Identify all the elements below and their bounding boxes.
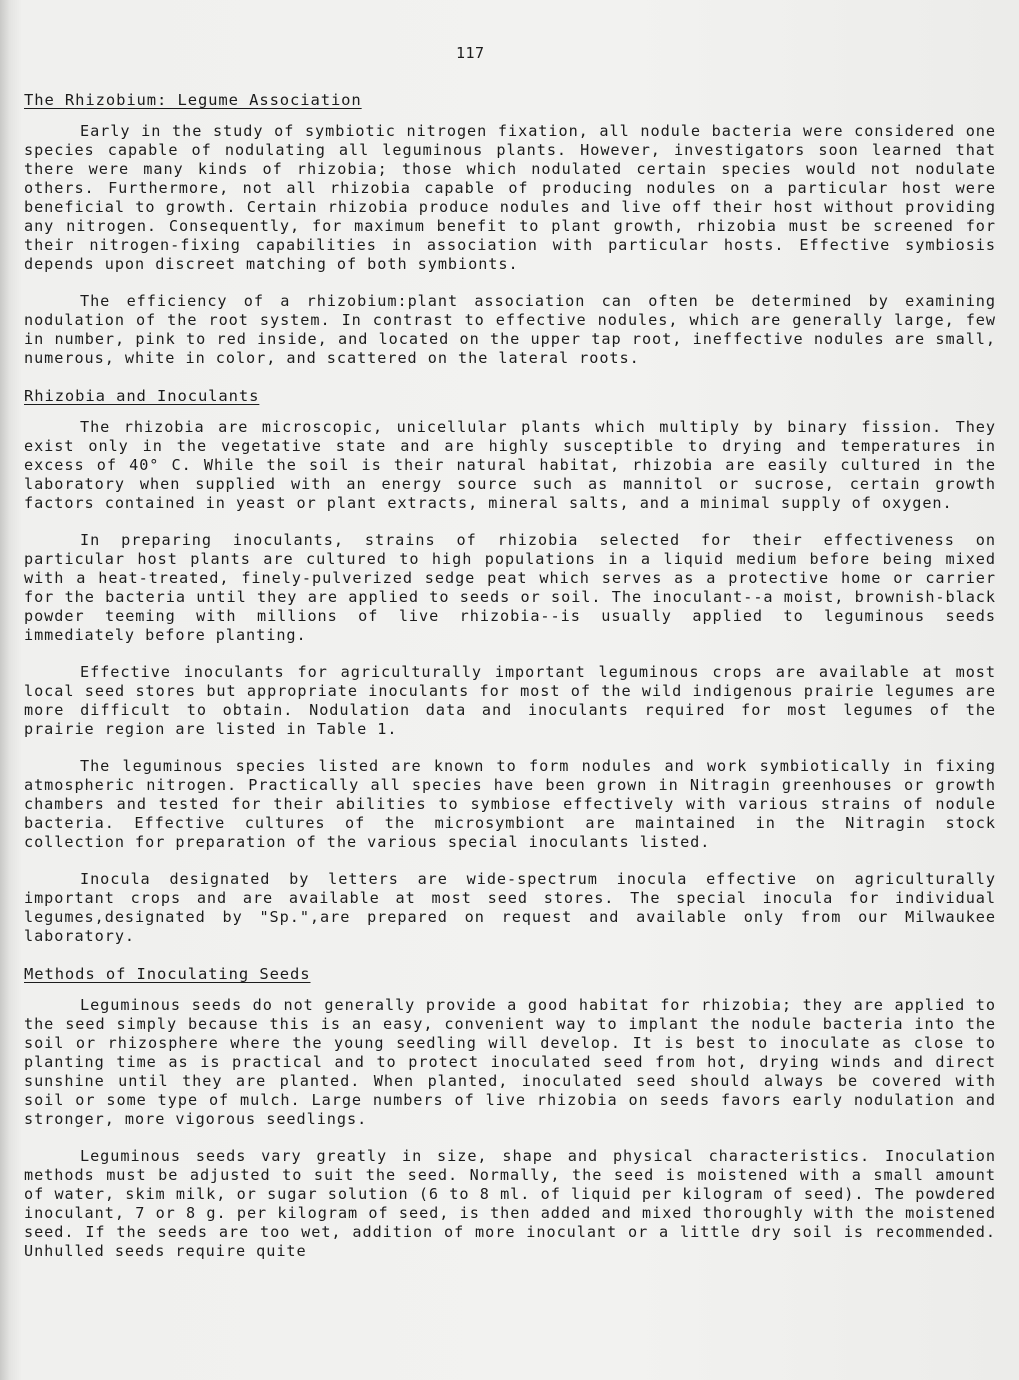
paragraph: Leguminous seeds do not generally provide a good habitat for rhizobia; they are applied to the seed simply because this is an easy, convenient way to implant the nodule bacteria into the soil or rhizosphere where the young seedling will develop. It is best to inoculate as close to planting time as is practical and to protect inoculated seed from hot, drying winds and direct sunshine until they are planted. When planted, inoculated seed should always be covered with soil or some type of mulch. Large numbers of live rhizobia on seeds favors early nodulation and stronger, more vigorous seedlings. — [24, 996, 996, 1128]
paragraph: In preparing inoculants, strains of rhizobia selected for their effectiveness on particular host plants are cultured to high populations in a liquid medium before being mixed with a heat-treated, finely-pulverized sedge peat which serves as a protective home or carrier for the bacteria until they are applied to seeds or soil. The inoculant--a moist, brownish-black powder teeming with millions of live rhizobia--is usually applied to leguminous seeds immediately before planting. — [24, 531, 996, 644]
paragraph: The leguminous species listed are known to form nodules and work symbiotically in fixing atmospheric nitrogen. Practically all species have been grown in Nitragin greenhouses or growth chambers and tested for their abilities to symbiose effectively with various strains of nodule bacteria. Effective cultures of the microsymbiont are maintained in the Nitragin stock collection for preparation of the various special inoculants listed. — [24, 757, 996, 851]
section-heading-methods-inoculating: Methods of Inoculating Seeds — [24, 965, 311, 983]
paragraph: Effective inoculants for agriculturally important leguminous crops are available at most local seed stores but appropriate inoculants for most of the wild indigenous prairie legumes are more difficult to obtain. Nodulation data and inoculants required for most legumes of the prairie region are listed in Table 1. — [24, 663, 996, 738]
section-heading-rhizobium-legume: The Rhizobium: Legume Association — [24, 91, 362, 109]
page-number: 117 — [456, 44, 485, 62]
paragraph: The efficiency of a rhizobium:plant association can often be determined by examining nodulation of the root system. In contrast to effective nodules, which are generally large, few in number, pink to red inside, and located on the upper tap root, ineffective nodules are small, numerous, white in color, and scattered on the lateral roots. — [24, 292, 996, 367]
paragraph: Leguminous seeds vary greatly in size, shape and physical characteristics. Inoculation methods must be adjusted to suit the seed. Normally, the seed is moistened with a small amount of water, skim milk, or sugar solution (6 to 8 ml. of liquid per kilogram of seed). The powdered inoculant, 7 or 8 g. per kilogram of seed, is then added and mixed thoroughly with the moistened seed. If the seeds are too wet, addition of more inoculant or a little dry soil is recommended. Unhulled seeds require quite — [24, 1147, 996, 1260]
paragraph: Inocula designated by letters are wide-spectrum inocula effective on agriculturally important crops and are available at most seed stores. The special inocula for individual legumes,designated by "Sp.",are prepared on request and available only from our Milwaukee laboratory. — [24, 870, 996, 945]
paragraph: The rhizobia are microscopic, unicellular plants which multiply by binary fission. They exist only in the vegetative state and are highly susceptible to drying and temperatures in excess of 40° C. While the soil is their natural habitat, rhizobia are easily cultured in the laboratory when supplied with an energy source such as mannitol or sucrose, certain growth factors contained in yeast or plant extracts, mineral salts, and a minimal supply of oxygen. — [24, 418, 996, 512]
section-heading-rhizobia-inoculants: Rhizobia and Inoculants — [24, 387, 260, 405]
page-body — [24, 90, 996, 1261]
paragraph: Early in the study of symbiotic nitrogen fixation, all nodule bacteria were considered one species capable of nodulating all leguminous plants. However, investigators soon learned that there were many kinds of rhizobia; those which nodulated certain species would not nodulate others. Furthermore, not all rhizobia capable of producing nodules on a particular host were beneficial to growth. Certain rhizobia produce nodules and live off their host without providing any nitrogen. Consequently, for maximum benefit to plant growth, rhizobia must be screened for their nitrogen-fixing capabilities in association with particular hosts. Effective symbiosis depends upon discreet matching of both symbionts. — [24, 122, 996, 273]
